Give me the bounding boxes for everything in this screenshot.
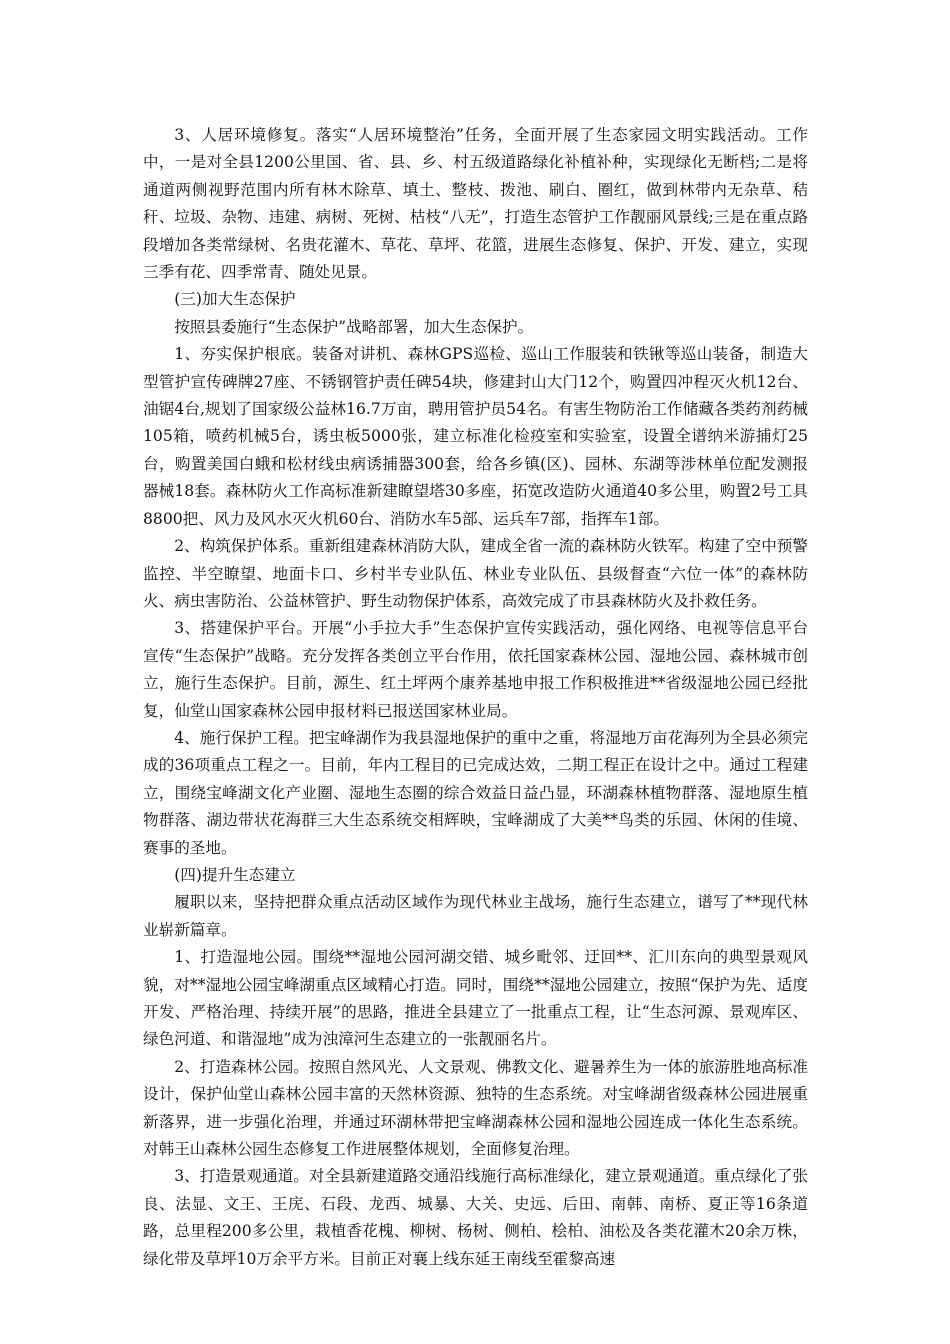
paragraph-protection-platform: 3、搭建保护平台。开展“小手拉大手”生态保护宣传实践活动，强化网络、电视等信息平台宣传“生态保护”战略。充分发挥各类创立平台作用，依托国家森林公园、湿地公园、森林城市创立，施行生态保护。目前，源生、红土坪两个康养基地申报工作积极推进**省级湿地公园已经批复，仙堂山国家森林公园申报材料已报送国家林业局。 [143,619,808,720]
paragraph-construction-intro: 履职以来，坚持把群众重点活动区域作为现代林业主战场，施行生态建立，谱写了**现代林业崭新篇章。 [143,893,808,939]
paragraph-landscape-corridor: 3、打造景观通道。对全县新建道路交通沿线施行高标准绿化，建立景观通道。重点绿化了张良、法显、文王、王庑、石段、龙西、城暴、大关、史远、后田、南韩、南桥、夏正等16条道路，总里程200多公里，栽植香花槐、柳树、杨树、侧柏、桧柏、油松及各类花灌木20余万株，绿化带及草坪10万余平方米。目前正对襄上线东延王南线至霍黎高速 [143,1167,808,1268]
document-body [143,122,808,1273]
paragraph-forest-park: 2、打造森林公园。按照自然风光、人文景观、佛教文化、避暑养生为一体的旅游胜地高标准设计，保护仙堂山森林公园丰富的天然林资源、独特的生态系统。对宝峰湖省级森林公园进展重新落界，进一步强化治理，并通过环湖林带把宝峰湖森林公园和湿地公园连成一体化生态系统。对韩王山森林公园生态修复工作进展整体规划，全面修复治理。 [143,1057,808,1159]
section-heading-ecological-construction: (四)提升生态建立 [174,865,296,884]
paragraph-protection-system: 2、构筑保护体系。重新组建森林消防大队，建成全省一流的森林防火铁军。构建了空中预警监控、半空瞭望、地面卡口、乡村半专业队伍、林业专业队伍、县级督查“六位一体”的森林防火、病虫害防治、公益林管护、野生动物保护体系，高效完成了市县森林防火及扑救任务。 [143,537,808,610]
paragraph-wetland-park: 1、打造湿地公园。围绕**湿地公园河湖交错、城乡毗邻、迂回**、汇川东向的典型景观风貌，对**湿地公园宝峰湖重点区域精心打造。同时，围绕**湿地公园建立，按照“保护为先、适度开发、严格治理、持续开展”的思路，推进全县建立了一批重点工程，让“生态河源、景观库区、绿色河道、和谐湿地”成为浊漳河生态建立的一张靓丽名片。 [143,948,808,1049]
paragraph-protection-projects: 4、施行保护工程。把宝峰湖作为我县湿地保护的重中之重，将湿地万亩花海列为全县必须完成的36项重点工程之一。目前，年内工程目的已完成达效，二期工程正在设计之中。通过工程建立，围绕宝峰湖文化产业圈、湿地生态圈的综合效益日益凸显，环湖森林植物群落、湿地原生植物群落、湖边带状花海群三大生态系统交相辉映，宝峰湖成了大美**鸟类的乐园、休闲的佳境、赛事的圣地。 [143,728,808,857]
paragraph-protection-intro: 按照县委施行“生态保护”战略部署，加大生态保护。 [174,317,534,336]
section-heading-ecological-protection: (三)加大生态保护 [174,290,296,309]
paragraph-protection-foundation: 1、夯实保护根底。装备对讲机、森林GPS巡检、巡山工作服装和铁锹等巡山装备，制造大型管护宣传碑牌27座、不锈钢管护责任碑54块，修建封山大门12个，购置四冲程灭火机12台、油锯4台,规划了国家级公益林16.7万亩，聘用管护员54名。有害生物防治工作储藏各类药剂药械105箱，喷药机械5台，诱虫板5000张，建立标准化检疫室和实验室，设置全谱纳米游捕灯25台，购置美国白蛾和松材线虫病诱捕器300套，给各乡镇(区)、园林、东湖等涉林单位配发测报器械18套。森林防火工作高标准新建瞭望塔30多座，拓宽改造防火通道40多公里，购置2号工具8800把、风力及风水灭火机60台、消防水车5部、运兵车7部，指挥车1部。 [143,345,808,528]
paragraph-residential-environment: 3、人居环境修复。落实“人居环境整治”任务，全面开展了生态家园文明实践活动。工作中，一是对全县1200公里国、省、县、乡、村五级道路绿化补植补种，实现绿化无断档;二是将通道两侧视野范围内所有林木除草、填土、整枝、拨池、刷白、圈红，做到林带内无杂草、秸秆、垃圾、杂物、违建、病树、死树、枯枝“八无”，打造生态管护工作靓丽风景线;三是在重点路段增加各类常绿树、名贵花灌木、草花、草坪、花篮，进展生态修复、保护、开发、建立，实现三季有花、四季常青、随处见景。 [143,126,808,282]
